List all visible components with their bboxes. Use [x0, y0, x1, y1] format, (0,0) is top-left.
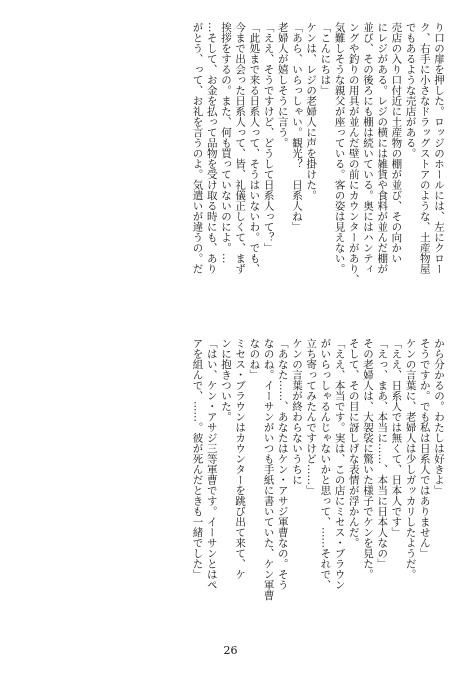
- text-line: ンに抱きついた。: [219, 338, 232, 422]
- text-line: 今まで出会った日系人って、皆、礼儀正しくて、まず: [234, 22, 247, 274]
- text-line: 「ええ、日系人では無くて、日本人です」: [390, 338, 403, 538]
- text-line: ク、右手に小さなドラッグストアのような、土産物屋: [418, 22, 431, 274]
- upper-text-block: [10, 22, 446, 308]
- text-line: 「あなた……、あなたはケン・アサジ軍曹なの。そう: [276, 338, 289, 590]
- text-line: 「此処まで来る日系人って、そうはいないわ。でも、: [248, 22, 261, 274]
- text-line: 「はい、ケン・アサジ三等軍曹です。イーサンとはペ: [205, 338, 218, 590]
- text-line: そして、その目に訝しげな表情が浮かんだ。: [347, 338, 360, 548]
- text-line: がとう、って、お礼を言うのよ。気遣いが違うの。だ: [191, 22, 204, 274]
- text-line: ケンの言葉が終わらないうちに: [290, 338, 303, 485]
- text-line: がいらっしゃるんじゃないかと思って、……それで、: [319, 338, 332, 590]
- text-line: 「ええ、そうですけど、どうして日系人って？」: [262, 22, 275, 253]
- text-line: 挨拶をするの。また、何も買っていないのによ。…: [219, 22, 232, 264]
- text-line: 「ええ、本当です。実は、この店にミセス・ブラウン: [333, 338, 346, 590]
- text-line: 並び、その後ろにも棚は続いている。奥にはハンティ: [361, 22, 374, 274]
- text-line: 売店の入り口付近に土産物の棚が並び、その向かい: [390, 22, 403, 264]
- text-line: にレジがある。レジの横には雑貨や食料が並んだ棚が: [376, 22, 389, 274]
- text-line: …そして、お金を払って品物を受け取る時にも、あり: [205, 22, 218, 274]
- text-line: なのね。イーサンがいつも手紙に書いていた、ケン軍曹: [262, 338, 275, 601]
- text-line: ケンの言葉に、老婦人は少しガッカリしたようだ。: [404, 338, 417, 580]
- text-line: そうですか。でも私は日系人ではありません」: [418, 338, 431, 559]
- text-line: 「あら、いらっしゃい。観光？ 日系人ね」: [290, 22, 303, 232]
- text-line: ケンは、レジの老婦人に声を掛けた。: [305, 22, 318, 201]
- text-line: ングや釣りの用具が並んだ壁の前にカウンターがあり、: [347, 22, 360, 285]
- text-line: 気難しそうな親父が座っている。客の姿は見えない。: [333, 22, 346, 274]
- lower-text-block: [10, 338, 446, 625]
- text-line: 老婦人が嬉しそうに言う。: [276, 22, 289, 148]
- text-line: ミセス・ブラウンはカウンターを跳び出て来て、ケ: [234, 338, 247, 580]
- page-number: 26: [223, 644, 238, 657]
- text-line: り口の扉を押した。ロッジのホールには、左にクロー: [433, 22, 445, 274]
- text-line: 「こんにちは」: [319, 22, 332, 96]
- text-line: 立ち寄ってみたんですけど……」: [305, 338, 318, 496]
- text-line: その老婦人は、大袈裟に驚いた様子でケンを見た。: [361, 338, 374, 580]
- text-line: から分かるの。わたしは好きよ」: [433, 338, 445, 496]
- text-line: アを組んで、……。彼が死んだときも一緒でした」: [191, 338, 204, 580]
- text-line: なのね」: [248, 338, 261, 380]
- text-line: でもあるような売店がある。: [404, 22, 417, 159]
- text-line: 「えっ、まあ、本当に……、本当に日本人なの」: [376, 338, 389, 569]
